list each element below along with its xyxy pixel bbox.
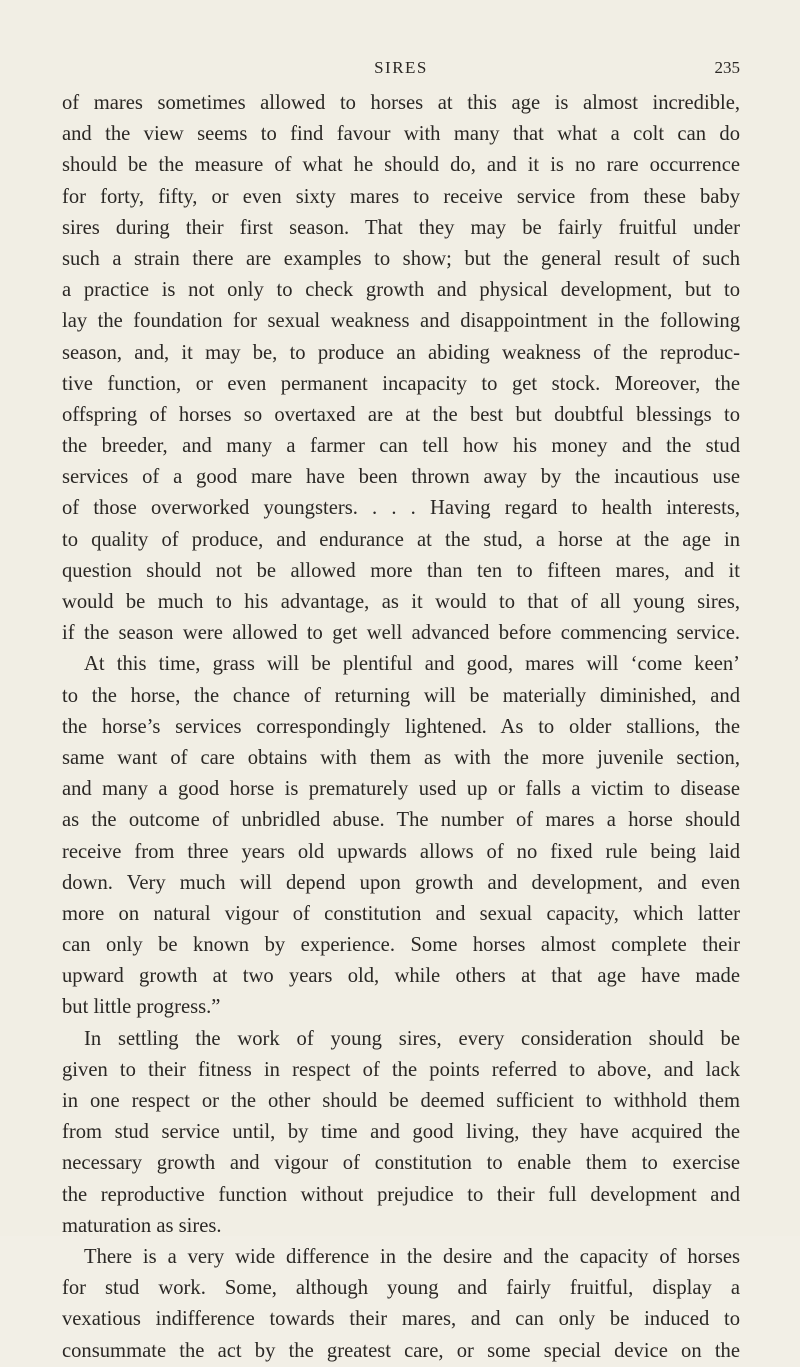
text-line: given to their fitness in respect of the points referred to above, and lack <box>62 1058 740 1081</box>
text-line: vexatious indifference towards their mares, and can only be induced to <box>62 1308 740 1331</box>
text-line: for stud work. Some, although young and fairly fruitful, display a <box>62 1277 740 1300</box>
page-number: 235 <box>714 58 740 77</box>
text-line: consummate the act by the greatest care, or some special device on the <box>62 1339 740 1362</box>
text-line: to the horse, the chance of returning will be materially diminished, and <box>62 684 740 707</box>
text-line: but little progress.” <box>62 996 221 1019</box>
text-line: should be the measure of what he should do, and it is no rare occurrence <box>62 154 740 177</box>
text-line: upward growth at two years old, while others at that age have made <box>62 965 740 988</box>
text-line: lay the foundation for sexual weakness and disappointment in the following <box>62 310 740 333</box>
text-line: At this time, grass will be plentiful and good, mares will ‘come keen’ <box>84 653 740 676</box>
text-line: question should not be allowed more than ten to fifteen mares, and it <box>62 559 740 582</box>
text-line: as the outcome of unbridled abuse. The number of mares a horse should <box>62 809 740 832</box>
text-line: of those overworked youngsters. . . . Having regard to health interests, <box>62 497 740 520</box>
text-line: tive function, or even permanent incapacity to get stock. Moreover, the <box>62 372 740 395</box>
text-line: There is a very wide difference in the desire and the capacity of horses <box>84 1245 740 1268</box>
text-line: in one respect or the other should be deemed sufficient to withhold them <box>62 1090 740 1112</box>
text-line: the horse’s services correspondingly lightened. As to older stallions, the <box>62 715 740 738</box>
text-line: if the season were allowed to get well advanced before commencing service. <box>62 622 740 645</box>
text-line: such a strain there are examples to show; but the general result of such <box>62 247 740 270</box>
text-line: to quality of produce, and endurance at the stud, a horse at the age in <box>62 528 740 551</box>
text-line: same want of care obtains with them as with the more juvenile section, <box>62 746 740 769</box>
text-line: down. Very much will depend upon growth and development, and even <box>62 871 740 894</box>
body-text <box>62 88 740 1367</box>
page-header <box>62 58 740 84</box>
text-line: can only be known by experience. Some horses almost complete their <box>62 934 740 957</box>
text-line: and the view seems to find favour with many that what a colt can do <box>62 123 740 146</box>
text-line: maturation as sires. <box>62 1214 222 1237</box>
text-line: the reproductive function without prejudice to their full development and <box>62 1183 740 1206</box>
text-line: offspring of horses so overtaxed are at the best but doubtful blessings to <box>62 403 740 426</box>
text-line: In settling the work of young sires, every consideration should be <box>84 1027 740 1050</box>
text-line: more on natural vigour of constitution and sexual capacity, which latter <box>62 902 740 925</box>
text-line: and many a good horse is prematurely used up or falls a victim to disease <box>62 778 740 801</box>
text-line: necessary growth and vigour of constitution to enable them to exercise <box>62 1152 740 1175</box>
text-line: receive from three years old upwards allows of no fixed rule being laid <box>62 840 740 863</box>
text-line: a practice is not only to check growth and physical development, but to <box>62 279 740 302</box>
text-line: services of a good mare have been thrown away by the incautious use <box>62 466 740 489</box>
text-line: sires during their first season. That they may be fairly fruitful under <box>62 216 740 239</box>
text-line: of mares sometimes allowed to horses at this age is almost incredible, <box>62 92 740 114</box>
text-line: for forty, fifty, or even sixty mares to receive service from these baby <box>62 185 740 208</box>
text-line: season, and, it may be, to produce an abiding weakness of the reproduc- <box>62 341 740 364</box>
text-line: the breeder, and many a farmer can tell how his money and the stud <box>62 435 740 458</box>
running-head: SIRES <box>374 58 428 77</box>
text-line: would be much to his advantage, as it would to that of all young sires, <box>62 591 740 613</box>
text-line: from stud service until, by time and good living, they have acquired the <box>62 1121 740 1144</box>
